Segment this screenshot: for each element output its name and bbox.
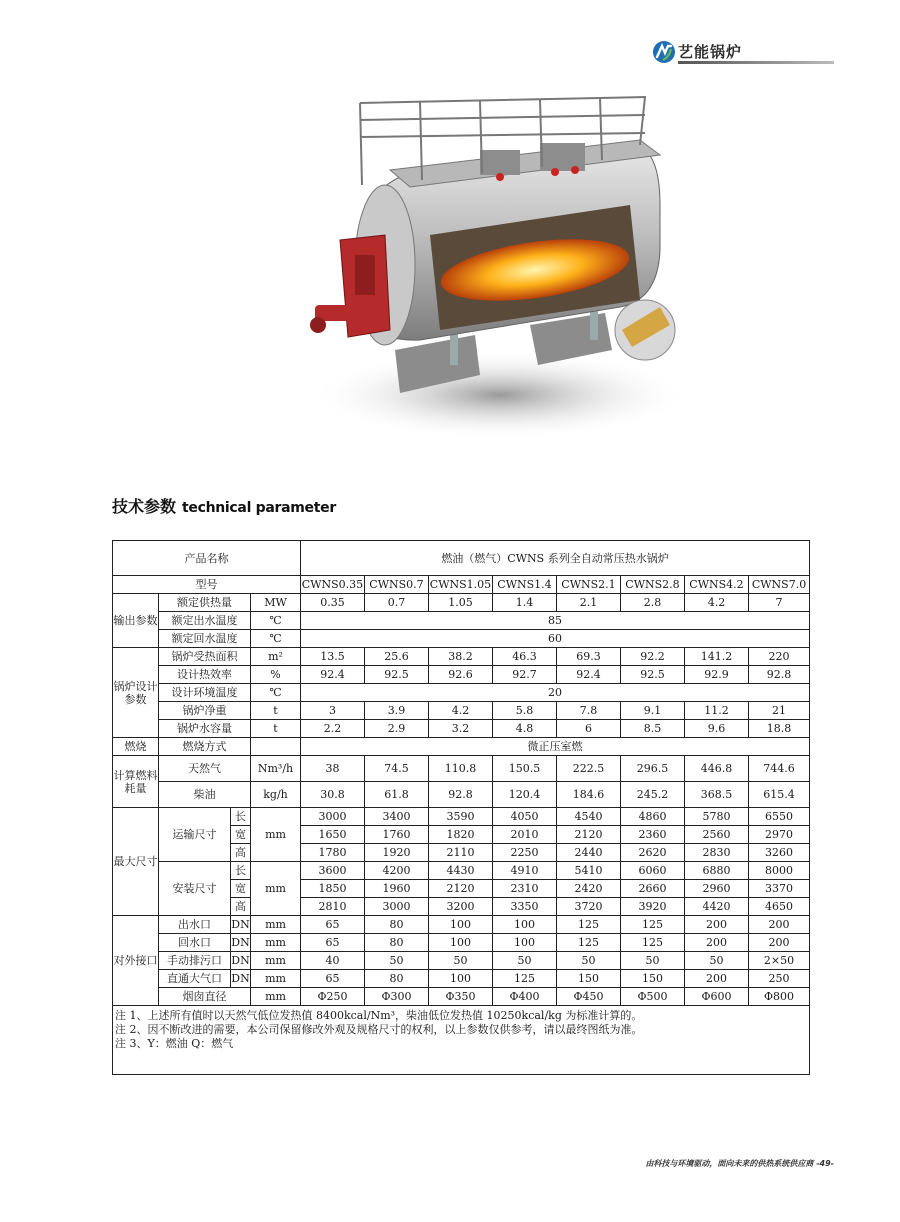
table-row [113,612,810,630]
value-cell: 4540 [557,808,621,826]
model-cell: CWNS7.0 [749,576,810,594]
value-cell: 4650 [749,898,810,916]
value-cell: 9.1 [621,702,685,720]
value-cell: 69.3 [557,648,621,666]
value-cell: 6 [557,720,621,738]
section-title-en: technical parameter [182,500,336,516]
value-cell: 150 [557,970,621,988]
value-cell: 11.2 [685,702,749,720]
table-row [113,720,810,738]
value-cell: 150.5 [493,756,557,782]
model-cell: CWNS0.7 [365,576,429,594]
value-cell: 0.7 [365,594,429,612]
value-cell: 80 [365,934,429,952]
group-design: 锅炉设计参数 [113,648,159,738]
value-cell: 141.2 [685,648,749,666]
value-cell: 1960 [365,880,429,898]
value-cell: 50 [621,952,685,970]
value-cell: 92.8 [749,666,810,684]
table-row [113,630,810,648]
brand-name: 艺能锅炉 [678,43,743,61]
dim-label: 宽 [231,826,251,844]
value-cell: 3000 [301,808,365,826]
value-cell: 65 [301,916,365,934]
row-label: 设计环境温度 [159,684,251,702]
value-cell: 2660 [621,880,685,898]
value-cell: Φ250 [301,988,365,1006]
value-cell: 92.2 [621,648,685,666]
row-unit: mm [251,988,301,1006]
row-label: 锅炉受热面积 [159,648,251,666]
row-label: 天然气 [159,756,251,782]
value-cell: 3600 [301,862,365,880]
value-cell: 2.8 [621,594,685,612]
value-cell: 100 [493,934,557,952]
row-label: 手动排污口 [159,952,231,970]
value-cell: Φ450 [557,988,621,1006]
value-cell: 4430 [429,862,493,880]
value-cell: 3260 [749,844,810,862]
value-cell: 3590 [429,808,493,826]
value-cell: 125 [621,934,685,952]
row-code: DN [231,934,251,952]
value-cell: 1920 [365,844,429,862]
value-cell: 100 [429,934,493,952]
model-cell: CWNS0.35 [301,576,365,594]
row-unit: MW [251,594,301,612]
value-cell: 2110 [429,844,493,862]
row-code: DN [231,952,251,970]
value-cell: 222.5 [557,756,621,782]
value-cell: Φ350 [429,988,493,1006]
value-cell: 5.8 [493,702,557,720]
value-cell: 85 [301,612,810,630]
row-unit: ℃ [251,630,301,648]
value-cell: 38.2 [429,648,493,666]
value-cell: 25.6 [365,648,429,666]
value-cell: Φ600 [685,988,749,1006]
value-cell: 3000 [365,898,429,916]
table-row [113,808,810,826]
technical-parameter-table [112,540,810,1075]
value-cell: 1850 [301,880,365,898]
section-title-cn: 技术参数 [112,497,177,516]
row-label: 回水口 [159,934,231,952]
value-cell: 2010 [493,826,557,844]
row-label: 安装尺寸 [159,862,231,916]
table-row [113,862,810,880]
row-unit: mm [251,916,301,934]
value-cell: 5780 [685,808,749,826]
value-cell: 92.6 [429,666,493,684]
table-row [113,684,810,702]
table-row [113,916,810,934]
row-unit: mm [251,952,301,970]
row-label: 额定回水温度 [159,630,251,648]
value-cell: 200 [749,916,810,934]
value-cell: 125 [557,934,621,952]
value-cell: 38 [301,756,365,782]
value-cell: Φ400 [493,988,557,1006]
value-cell: 3200 [429,898,493,916]
row-unit: mm [251,862,301,916]
value-cell: 2620 [621,844,685,862]
row-unit: m² [251,648,301,666]
row-unit: ℃ [251,684,301,702]
model-row [113,576,810,594]
value-cell: 245.2 [621,782,685,808]
value-cell: 3400 [365,808,429,826]
value-cell: 4860 [621,808,685,826]
value-cell: 220 [749,648,810,666]
row-label: 直通大气口 [159,970,231,988]
value-cell: 2250 [493,844,557,862]
dim-label: 宽 [231,880,251,898]
value-cell: 6550 [749,808,810,826]
brand-logo [652,40,834,66]
model-cell: CWNS4.2 [685,576,749,594]
brand-underline [678,61,834,64]
group-fuel: 计算燃料耗量 [113,756,159,808]
value-cell: 2360 [621,826,685,844]
value-cell: 50 [429,952,493,970]
row-unit: kg/h [251,782,301,808]
table-row [113,782,810,808]
value-cell: 65 [301,970,365,988]
note-item: 注 2、因不断改进的需要，本公司保留修改外观及规格尺寸的权利，以上参数仅供参考，请以最终图纸为准。 [115,1023,643,1036]
model-cell: CWNS2.1 [557,576,621,594]
section-title [112,494,336,517]
group-output: 输出参数 [113,594,159,648]
value-cell: 4.2 [429,702,493,720]
value-cell: 3370 [749,880,810,898]
model-cell: CWNS1.4 [493,576,557,594]
row-label: 柴油 [159,782,251,808]
value-cell: 4200 [365,862,429,880]
dim-label: 高 [231,844,251,862]
table-row [113,666,810,684]
value-cell: 120.4 [493,782,557,808]
value-cell: 125 [621,916,685,934]
value-cell: 2440 [557,844,621,862]
value-cell: 150 [621,970,685,988]
value-cell: 1650 [301,826,365,844]
value-cell: 200 [685,970,749,988]
value-cell: 3720 [557,898,621,916]
value-cell: 92.4 [301,666,365,684]
value-cell: 1.4 [493,594,557,612]
value-cell: 200 [685,916,749,934]
value-cell: 3.9 [365,702,429,720]
value-cell: 100 [493,916,557,934]
value-cell: 8.5 [621,720,685,738]
note-item: 注 3、Y：燃油 Q：燃气 [115,1037,234,1050]
value-cell: 微正压室燃 [301,738,810,756]
value-cell: 4050 [493,808,557,826]
value-cell: Φ500 [621,988,685,1006]
value-cell: 7 [749,594,810,612]
dim-label: 长 [231,808,251,826]
value-cell: 2120 [557,826,621,844]
model-label: 型号 [113,576,301,594]
value-cell: 3 [301,702,365,720]
row-code: DN [231,916,251,934]
row-label: 设计热效率 [159,666,251,684]
value-cell: 80 [365,970,429,988]
value-cell: 46.3 [493,648,557,666]
value-cell: 5410 [557,862,621,880]
value-cell: 2310 [493,880,557,898]
row-unit: t [251,720,301,738]
value-cell: 7.8 [557,702,621,720]
table-row [113,594,810,612]
note-item: 注 1、上述所有值时以天然气低位发热值 8400kcal/Nm³，柴油低位发热值 10250kcal/kg 为标准计算的。 [115,1009,643,1022]
value-cell: 446.8 [685,756,749,782]
value-cell: 200 [749,934,810,952]
table-row [113,756,810,782]
value-cell: 250 [749,970,810,988]
value-cell: 6060 [621,862,685,880]
value-cell: 100 [429,970,493,988]
value-cell: 3920 [621,898,685,916]
value-cell: 2560 [685,826,749,844]
value-cell: 18.8 [749,720,810,738]
table-row [113,934,810,952]
value-cell: 4.8 [493,720,557,738]
value-cell: 61.8 [365,782,429,808]
value-cell: 2830 [685,844,749,862]
row-unit: mm [251,808,301,862]
value-cell: 1760 [365,826,429,844]
group-size: 最大尺寸 [113,808,159,916]
value-cell: 92.7 [493,666,557,684]
table-row [113,541,810,576]
dim-label: 高 [231,898,251,916]
value-cell: 9.6 [685,720,749,738]
value-cell: 368.5 [685,782,749,808]
value-cell: 92.5 [621,666,685,684]
value-cell: 1780 [301,844,365,862]
value-cell: 80 [365,916,429,934]
value-cell: 92.5 [365,666,429,684]
value-cell: 92.4 [557,666,621,684]
table-row [113,1006,810,1075]
value-cell: 125 [493,970,557,988]
value-cell: 60 [301,630,810,648]
group-burn: 燃烧 [113,738,159,756]
row-unit: ℃ [251,612,301,630]
value-cell: 30.8 [301,782,365,808]
model-cell: CWNS1.05 [429,576,493,594]
page-footer: 由科技与环境驱动，面向未来的供热系统供应商 -49- [645,1159,834,1168]
value-cell: 4910 [493,862,557,880]
row-unit: mm [251,934,301,952]
row-unit: t [251,702,301,720]
table-row [113,952,810,970]
value-cell: 2420 [557,880,621,898]
dim-label: 长 [231,862,251,880]
row-label: 出水口 [159,916,231,934]
value-cell: 74.5 [365,756,429,782]
notes-cell [113,1006,810,1075]
model-cell: CWNS2.8 [621,576,685,594]
value-cell: 744.6 [749,756,810,782]
value-cell: 0.35 [301,594,365,612]
value-cell: 50 [557,952,621,970]
group-ports: 对外接口 [113,916,159,1006]
row-unit: mm [251,970,301,988]
value-cell: 1820 [429,826,493,844]
value-cell: 50 [365,952,429,970]
value-cell: 65 [301,934,365,952]
value-cell: 20 [301,684,810,702]
row-label: 运输尺寸 [159,808,231,862]
value-cell: 4.2 [685,594,749,612]
row-unit [251,738,301,756]
value-cell: 50 [685,952,749,970]
value-cell: 3.2 [429,720,493,738]
product-name-label: 产品名称 [113,541,301,576]
row-unit: Nm³/h [251,756,301,782]
value-cell: 4420 [685,898,749,916]
value-cell: 2970 [749,826,810,844]
table-row [113,702,810,720]
row-label: 烟囱直径 [159,988,251,1006]
value-cell: 615.4 [749,782,810,808]
value-cell: 2960 [685,880,749,898]
value-cell: 3350 [493,898,557,916]
value-cell: 21 [749,702,810,720]
row-label: 额定供热量 [159,594,251,612]
value-cell: 2120 [429,880,493,898]
value-cell: 100 [429,916,493,934]
row-code: DN [231,970,251,988]
row-label: 额定出水温度 [159,612,251,630]
table-row [113,988,810,1006]
value-cell: 184.6 [557,782,621,808]
value-cell: 1.05 [429,594,493,612]
value-cell: 40 [301,952,365,970]
value-cell: 13.5 [301,648,365,666]
value-cell: Φ800 [749,988,810,1006]
value-cell: 2.2 [301,720,365,738]
value-cell: 8000 [749,862,810,880]
value-cell: 125 [557,916,621,934]
value-cell: Φ300 [365,988,429,1006]
value-cell: 92.8 [429,782,493,808]
table-row [113,738,810,756]
table-row [113,648,810,666]
row-label: 锅炉水容量 [159,720,251,738]
value-cell: 200 [685,934,749,952]
value-cell: 296.5 [621,756,685,782]
row-label: 燃烧方式 [159,738,251,756]
value-cell: 2×50 [749,952,810,970]
value-cell: 110.8 [429,756,493,782]
value-cell: 2.9 [365,720,429,738]
row-label: 锅炉净重 [159,702,251,720]
value-cell: 2810 [301,898,365,916]
product-name-value: 燃油（燃气）CWNS 系列全自动常压热水锅炉 [301,541,810,576]
table-row [113,970,810,988]
row-unit: % [251,666,301,684]
value-cell: 92.9 [685,666,749,684]
yn-logo-icon [652,40,676,64]
value-cell: 2.1 [557,594,621,612]
steam-boiler-illustration [300,75,690,445]
value-cell: 6880 [685,862,749,880]
value-cell: 50 [493,952,557,970]
